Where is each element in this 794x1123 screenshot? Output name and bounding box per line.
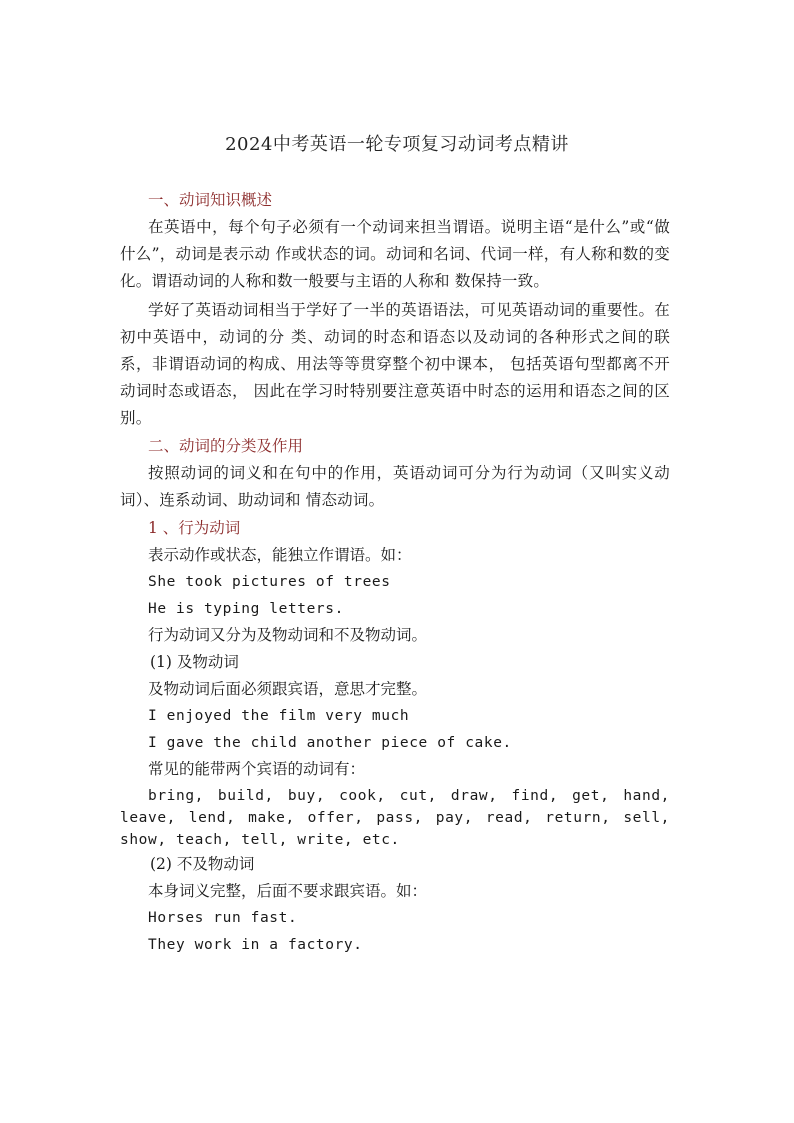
double-object-intro: 常见的能带两个宾语的动词有：: [148, 760, 366, 778]
paragraph-classification: 按照动词的词义和在句中的作用，英语动词可分为行为动词（又叫实义动词）、连系动词、助动词和 情态动词。: [120, 464, 670, 509]
subsection-heading-intransitive: (2) 不及物动词: [150, 855, 255, 873]
transitive-desc: 及物动词后面必须跟宾语，意思才完整。: [148, 680, 428, 698]
double-object-verb-list: bring, build, buy, cook, cut, draw, find, get, hand, leave, lend, make, offer, pass, pay, read, return, sell, show, teach, tell, write, etc.: [120, 788, 670, 848]
section-heading-overview: 一、动词知识概述: [148, 191, 273, 209]
example-sentence: I enjoyed the film very much: [148, 708, 410, 724]
paragraph-overview-1: 在英语中，每个句子必须有一个动词来担当谓语。说明主语“是什么”或“做什么”，动词是表示动 作或状态的词。动词和名词、代词一样，有人称和数的变化。谓语动词的人称和数一般要与主语的人称和 数保持一致。: [120, 218, 670, 290]
intransitive-desc: 本身词义完整，后面不要求跟宾语。如：: [148, 882, 428, 900]
subsection-heading-action-verbs: 1 、行为动词: [148, 519, 241, 537]
action-verbs-types: 行为动词又分为及物动词和不及物动词。: [148, 626, 428, 644]
example-sentence: She took pictures of trees: [148, 574, 391, 590]
document-title: 2024中考英语一轮专项复习动词考点精讲: [225, 134, 569, 155]
subsection-heading-transitive: (1) 及物动词: [150, 653, 239, 671]
document-body: [120, 186, 670, 958]
section-heading-classification: 二、动词的分类及作用: [148, 437, 304, 455]
example-sentence: I gave the child another piece of cake.: [148, 734, 512, 751]
paragraph-overview-2: 学好了英语动词相当于学好了一半的英语语法，可见英语动词的重要性。在初中英语中，动词的分 类、动词的时态和语态以及动词的各种形式之间的联系，非谓语动词的构成、用法等等贯穿整个初中课本， 包括英语句型都离不开动词时态或语态， 因此在学习时特别要注意英语中时态的运用和语态之间的区别。: [120, 301, 670, 427]
example-sentence: He is typing letters.: [148, 600, 344, 617]
example-sentence: Horses run fast.: [148, 910, 298, 926]
action-verbs-desc: 表示动作或状态，能独立作谓语。如：: [148, 546, 412, 564]
example-sentence: They work in a factory.: [148, 936, 363, 953]
